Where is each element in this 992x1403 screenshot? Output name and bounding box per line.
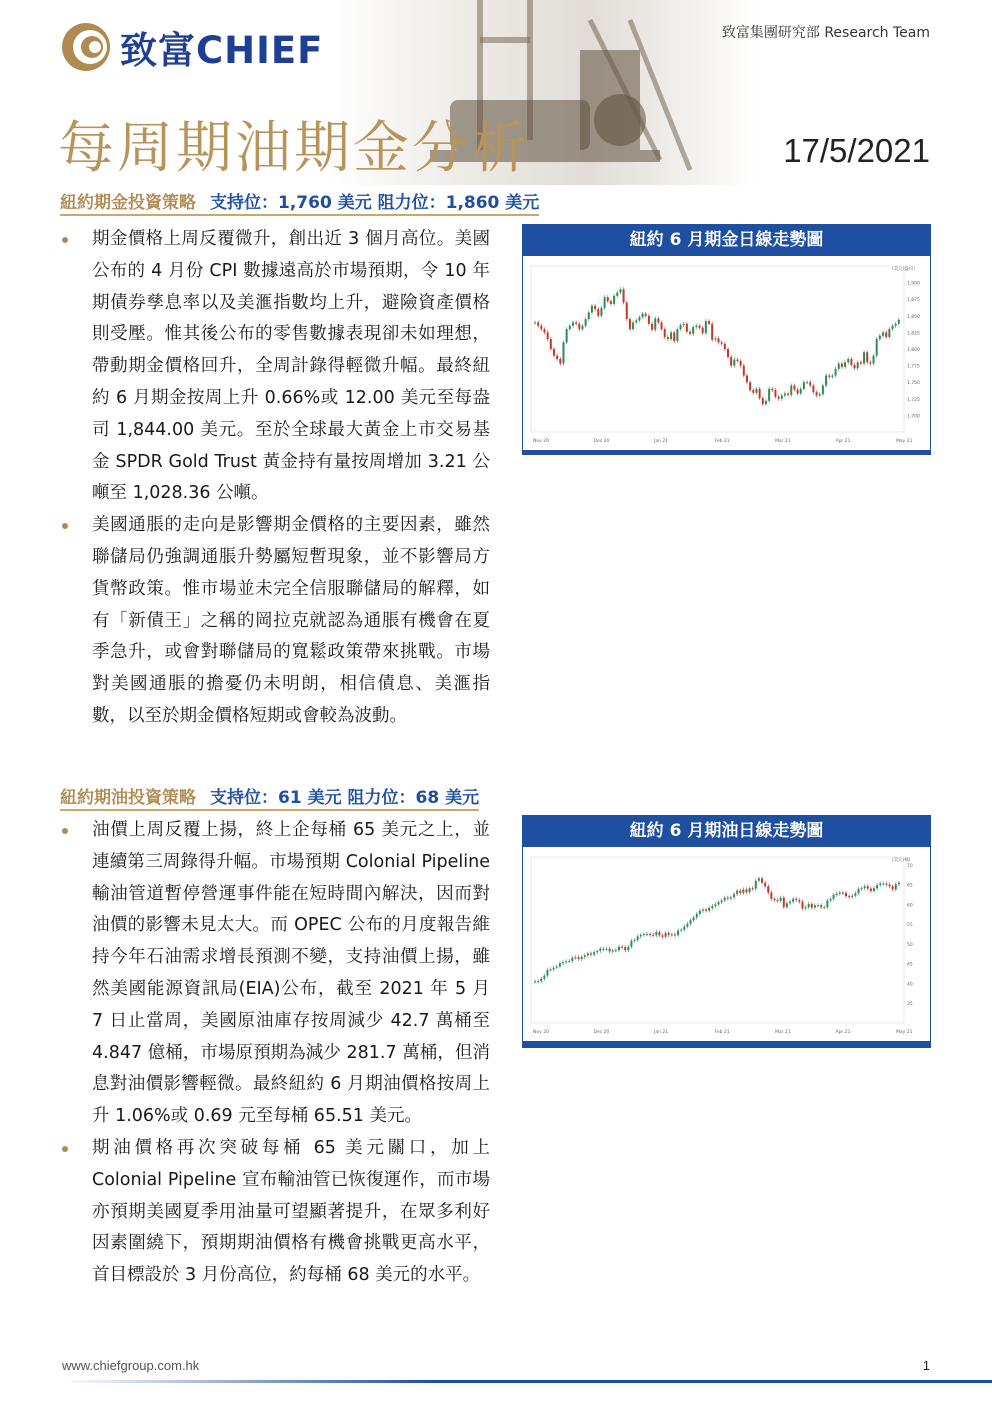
gold-candle-10 bbox=[566, 329, 568, 342]
gold-candle-8 bbox=[559, 359, 561, 364]
oil-candle-95 bbox=[829, 899, 831, 901]
gold-candle-70 bbox=[755, 389, 757, 393]
gold-candle-34 bbox=[642, 314, 644, 317]
gold-candle-57 bbox=[714, 338, 716, 339]
oil-candle-91 bbox=[817, 905, 819, 906]
oil-candle-73 bbox=[761, 878, 763, 882]
oil-candle-38 bbox=[652, 935, 654, 936]
gold-candle-37 bbox=[651, 324, 653, 330]
gold-candle-0 bbox=[534, 322, 536, 323]
gold-candle-55 bbox=[708, 321, 710, 324]
oil-candle-96 bbox=[833, 895, 835, 899]
gold-candle-46 bbox=[680, 325, 682, 329]
oil-candle-55 bbox=[705, 910, 707, 911]
oil-candle-39 bbox=[655, 932, 657, 935]
gold-candle-81 bbox=[790, 386, 792, 395]
oil-candle-56 bbox=[708, 908, 710, 911]
gold-candle-9 bbox=[562, 342, 564, 363]
oil-candle-64 bbox=[733, 894, 735, 897]
oil-candle-74 bbox=[764, 883, 766, 887]
gold-candle-79 bbox=[784, 393, 786, 395]
oil-candle-54 bbox=[702, 910, 704, 911]
gold-levels: 支持位：1,760 美元 阻力位：1,860 美元 bbox=[210, 193, 540, 213]
oil-candle-85 bbox=[798, 900, 800, 902]
oil-candle-53 bbox=[699, 911, 701, 914]
oil-y-tick-1: 40 bbox=[907, 982, 913, 988]
brand-name: 致富CHIEF bbox=[120, 29, 324, 72]
gold-candle-40 bbox=[661, 322, 663, 329]
gold-candle-68 bbox=[749, 382, 751, 390]
oil-y-tick-6: 65 bbox=[907, 883, 913, 889]
oil-candle-37 bbox=[649, 934, 651, 935]
gold-x-tick-5: Apr 21 bbox=[835, 439, 851, 444]
gold-candle-36 bbox=[648, 316, 650, 324]
oil-candle-116 bbox=[895, 884, 897, 889]
gold-candle-62 bbox=[730, 357, 732, 366]
gold-candle-27 bbox=[619, 289, 621, 292]
oil-candle-93 bbox=[823, 907, 825, 908]
oil-x-tick-3: Feb 21 bbox=[714, 1030, 730, 1035]
oil-candle-5 bbox=[550, 969, 552, 970]
gold-y-tick-8: 1,900 bbox=[907, 281, 920, 287]
oil-y-tick-3: 50 bbox=[907, 942, 913, 948]
oil-candle-84 bbox=[795, 899, 797, 900]
oil-x-tick-5: Apr 21 bbox=[835, 1030, 851, 1035]
gold-candle-7 bbox=[556, 356, 558, 359]
gold-candle-104 bbox=[863, 352, 865, 363]
oil-candle-87 bbox=[805, 907, 807, 908]
oil-candle-6 bbox=[553, 968, 555, 970]
oil-plot-frame bbox=[531, 857, 904, 1023]
oil-candle-78 bbox=[777, 900, 779, 901]
gold-candle-50 bbox=[692, 327, 694, 334]
gold-candle-106 bbox=[869, 362, 871, 363]
oil-candle-20 bbox=[596, 951, 598, 952]
oil-candle-77 bbox=[773, 899, 775, 900]
brand-logo[interactable] bbox=[60, 20, 323, 74]
gold-candle-21 bbox=[600, 308, 602, 316]
gold-candle-18 bbox=[591, 306, 593, 313]
oil-chart-title: 紐約 6 月期油日線走勢圖 bbox=[629, 821, 824, 841]
gold-candle-66 bbox=[743, 366, 745, 376]
gold-section-heading bbox=[60, 188, 539, 216]
gold-candle-115 bbox=[898, 320, 900, 324]
oil-section-heading bbox=[60, 783, 479, 811]
oil-candlestick-chart bbox=[523, 847, 930, 1041]
gold-candle-32 bbox=[635, 320, 637, 322]
oil-candle-48 bbox=[683, 927, 685, 930]
gold-candle-92 bbox=[825, 376, 827, 386]
oil-candle-111 bbox=[879, 883, 881, 885]
gold-candle-17 bbox=[588, 312, 590, 319]
oil-y-tick-7: 70 bbox=[907, 863, 913, 869]
gold-candle-67 bbox=[746, 376, 748, 383]
oil-candle-18 bbox=[590, 953, 592, 954]
gold-candle-19 bbox=[594, 306, 596, 309]
gold-candle-58 bbox=[718, 338, 720, 342]
gold-candle-60 bbox=[724, 344, 726, 349]
gold-y-label: (美元/盎司) bbox=[892, 267, 916, 272]
gold-candle-88 bbox=[812, 386, 814, 393]
gold-candle-94 bbox=[831, 376, 833, 377]
gold-candle-31 bbox=[632, 322, 634, 329]
oil-candle-71 bbox=[755, 881, 757, 889]
gold-candle-75 bbox=[771, 389, 773, 390]
gold-candle-61 bbox=[727, 349, 729, 357]
gold-x-tick-2: Jan 21 bbox=[654, 439, 669, 444]
footer-rule bbox=[60, 1380, 992, 1383]
oil-candle-41 bbox=[662, 935, 664, 937]
oil-candle-94 bbox=[826, 900, 828, 907]
oil-candle-46 bbox=[677, 931, 679, 936]
gold-candle-52 bbox=[699, 326, 701, 328]
gold-candle-25 bbox=[613, 296, 615, 304]
oil-candle-2 bbox=[540, 979, 542, 981]
oil-candle-23 bbox=[606, 949, 608, 950]
gold-candle-16 bbox=[585, 319, 587, 326]
gold-candle-72 bbox=[762, 398, 764, 404]
gold-candle-53 bbox=[702, 328, 704, 333]
oil-candle-58 bbox=[714, 904, 716, 906]
oil-candle-12 bbox=[571, 958, 573, 961]
gold-candle-113 bbox=[892, 326, 894, 329]
gold-candle-102 bbox=[857, 362, 859, 368]
gold-y-tick-0: 1,700 bbox=[907, 414, 920, 420]
oil-candle-82 bbox=[789, 902, 791, 904]
gold-candle-35 bbox=[645, 314, 647, 316]
gold-candle-39 bbox=[657, 318, 659, 322]
gold-candle-5 bbox=[550, 339, 552, 349]
oil-candle-22 bbox=[602, 949, 604, 950]
gold-candle-93 bbox=[828, 376, 830, 377]
oil-candle-3 bbox=[543, 976, 545, 979]
gold-candle-2 bbox=[540, 326, 542, 329]
gold-y-tick-4: 1,800 bbox=[907, 348, 920, 353]
gold-candle-28 bbox=[623, 289, 625, 302]
oil-candle-115 bbox=[892, 886, 894, 889]
gold-y-tick-1: 1,725 bbox=[907, 397, 920, 403]
gold-candle-56 bbox=[711, 324, 713, 340]
gold-candle-41 bbox=[664, 329, 666, 337]
oil-candle-92 bbox=[820, 905, 822, 907]
gold-candle-63 bbox=[733, 360, 735, 366]
oil-x-tick-4: Mar 21 bbox=[775, 1030, 791, 1035]
oil-candle-4 bbox=[546, 970, 548, 976]
oil-x-tick-1: Dec 20 bbox=[593, 1030, 610, 1035]
oil-candle-33 bbox=[637, 936, 639, 940]
gold-candle-3 bbox=[543, 329, 545, 332]
oil-x-tick-0: Nov 20 bbox=[533, 1030, 549, 1035]
oil-candle-34 bbox=[640, 935, 642, 937]
gold-candle-100 bbox=[850, 359, 852, 365]
oil-candle-72 bbox=[758, 878, 760, 880]
gold-x-tick-3: Feb 21 bbox=[714, 439, 730, 444]
oil-candle-50 bbox=[690, 920, 692, 924]
gold-candle-86 bbox=[806, 382, 808, 383]
gold-candle-91 bbox=[822, 386, 824, 395]
oil-candle-29 bbox=[624, 947, 626, 950]
oil-candle-36 bbox=[646, 934, 648, 935]
gold-candle-107 bbox=[873, 356, 875, 364]
oil-candle-17 bbox=[587, 953, 589, 955]
gold-x-tick-1: Dec 20 bbox=[593, 439, 610, 444]
oil-candle-35 bbox=[643, 934, 645, 935]
gold-candle-64 bbox=[736, 360, 738, 361]
gold-candle-96 bbox=[838, 364, 840, 369]
gold-candle-51 bbox=[695, 326, 697, 327]
oil-y-tick-2: 45 bbox=[907, 962, 913, 968]
oil-candle-63 bbox=[730, 897, 732, 898]
oil-candle-80 bbox=[783, 898, 785, 907]
oil-candle-108 bbox=[870, 889, 872, 891]
gold-candle-22 bbox=[604, 297, 606, 308]
gold-y-tick-2: 1,750 bbox=[907, 381, 920, 387]
oil-candle-26 bbox=[615, 950, 617, 951]
gold-candle-73 bbox=[765, 401, 767, 404]
report-date: 17/5/2021 bbox=[783, 132, 930, 169]
oil-candle-25 bbox=[612, 950, 614, 951]
gold-candle-42 bbox=[667, 337, 669, 339]
gold-candle-14 bbox=[578, 324, 580, 329]
oil-y-tick-4: 55 bbox=[907, 923, 913, 929]
gold-candle-77 bbox=[778, 397, 780, 399]
oil-candle-99 bbox=[842, 893, 844, 894]
gold-paragraph-2: 美國通脹的走向是影響期金價格的主要因素，雖然聯儲局仍強調通脹升勢屬短暫現象，並不影響局方貨幣政策。惟市場並未完全信服聯儲局的解釋，如有「新債王」之稱的岡拉克就認為通脹有機會在夏季急升，或會對聯儲局的寬鬆政策帶來挑戰。市場對美國通脹的擔憂仍未明朗，相信債息、美滙指數，以至於期金價格短期或會較為波動。 bbox=[60, 510, 490, 733]
oil-candle-43 bbox=[668, 933, 670, 935]
gold-candle-12 bbox=[572, 322, 574, 325]
oil-candle-100 bbox=[845, 893, 847, 896]
oil-candle-24 bbox=[609, 949, 611, 952]
gold-x-tick-0: Nov 20 bbox=[533, 439, 549, 444]
oil-candle-44 bbox=[671, 934, 673, 935]
oil-candle-0 bbox=[534, 982, 536, 983]
gold-candle-89 bbox=[816, 392, 818, 395]
gold-y-tick-5: 1,825 bbox=[907, 331, 920, 337]
gold-chart-panel bbox=[522, 224, 931, 455]
oil-candle-88 bbox=[808, 904, 810, 907]
oil-candle-113 bbox=[885, 883, 887, 884]
oil-x-tick-2: Jan 21 bbox=[654, 1030, 669, 1035]
gold-candle-114 bbox=[895, 324, 897, 326]
gold-candle-54 bbox=[705, 321, 707, 333]
oil-candle-107 bbox=[867, 886, 869, 888]
gold-candle-20 bbox=[597, 309, 599, 316]
gold-x-tick-6: May 21 bbox=[896, 439, 913, 444]
gold-plot-frame bbox=[531, 266, 904, 432]
gold-candle-33 bbox=[638, 317, 640, 320]
oil-candle-28 bbox=[621, 947, 623, 948]
oil-candle-42 bbox=[665, 933, 667, 937]
gold-candle-43 bbox=[670, 332, 672, 339]
oil-candle-61 bbox=[724, 898, 726, 901]
oil-candle-19 bbox=[593, 952, 595, 954]
oil-candle-106 bbox=[864, 886, 866, 888]
oil-candle-11 bbox=[568, 961, 570, 962]
gold-candle-26 bbox=[616, 293, 618, 296]
report-title: 每周期油期金分析 bbox=[58, 116, 530, 181]
oil-candle-70 bbox=[752, 888, 754, 889]
gold-y-tick-3: 1,775 bbox=[907, 364, 920, 370]
oil-levels: 支持位：61 美元 阻力位：68 美元 bbox=[210, 788, 480, 808]
oil-candle-102 bbox=[851, 896, 853, 897]
gold-candle-45 bbox=[676, 329, 678, 341]
gold-candle-108 bbox=[876, 339, 878, 356]
oil-candle-7 bbox=[556, 966, 558, 967]
gold-candle-15 bbox=[581, 326, 583, 329]
gold-candlestick-chart bbox=[523, 256, 930, 450]
gold-candle-90 bbox=[819, 394, 821, 395]
oil-candle-30 bbox=[627, 947, 629, 951]
oil-y-tick-5: 60 bbox=[907, 903, 913, 909]
oil-candle-52 bbox=[696, 914, 698, 918]
oil-candle-76 bbox=[770, 893, 772, 899]
gold-y-tick-7: 1,875 bbox=[907, 298, 920, 304]
oil-candle-83 bbox=[792, 899, 794, 902]
oil-candle-67 bbox=[742, 889, 744, 893]
gold-candle-87 bbox=[809, 382, 811, 385]
oil-body bbox=[60, 815, 490, 1292]
gold-x-tick-4: Mar 21 bbox=[775, 439, 791, 444]
footer-website[interactable]: www.chiefgroup.com.hk bbox=[62, 1358, 200, 1373]
oil-candle-62 bbox=[727, 898, 729, 899]
gold-candle-111 bbox=[885, 332, 887, 337]
oil-paragraph-1: 油價上周反覆上揚，終上企每桶 65 美元之上，並連續第三周錄得升幅。市場預期 Colonial Pipeline 輸油管道暫停營運事件能在短時間內解決，因而對油價的影響未見太大。而 OPEC 公布的月度報告維持今年石油需求增長預測不變，支持油價上揚，雖然美國能源資訊局(EIA)公布，截至 2021 年 5 月 7 日止當周，美國原油庫存按周減少 42.7 萬桶至 4.847 億桶，市場原預期為減少 281.7 萬桶，但消息對油價影響輕微。最終紐約 6 月期油價格按周上升 1.06%或 0.69 元至每桶 65.51 美元。 bbox=[60, 815, 490, 1133]
gold-candle-98 bbox=[844, 362, 846, 367]
oil-candle-110 bbox=[876, 885, 878, 888]
oil-candle-105 bbox=[861, 888, 863, 889]
oil-candle-8 bbox=[559, 963, 561, 966]
oil-candle-31 bbox=[630, 941, 632, 947]
chief-logo-icon bbox=[60, 21, 112, 73]
gold-candle-99 bbox=[847, 359, 849, 362]
oil-candle-98 bbox=[839, 893, 841, 894]
oil-candle-32 bbox=[634, 940, 636, 941]
gold-chart-title: 紐約 6 月期金日線走勢圖 bbox=[629, 230, 824, 250]
gold-candle-49 bbox=[689, 332, 691, 334]
oil-candle-65 bbox=[736, 891, 738, 895]
oil-candle-21 bbox=[599, 949, 601, 951]
gold-candle-83 bbox=[797, 390, 799, 394]
gold-candle-76 bbox=[774, 390, 776, 397]
gold-candle-69 bbox=[752, 390, 754, 393]
gold-candle-82 bbox=[793, 386, 795, 390]
oil-paragraph-2: 期油價格再次突破每桶 65 美元關口，加上 Colonial Pipeline 宣布輸油管已恢復運作，而市場亦預期美國夏季用油量可望顯著提升，在眾多利好因素圍繞下，預期期油價格有機會挑戰更高水平，首目標設於 3 月份高位，約每桶 68 美元的水平。 bbox=[60, 1133, 490, 1292]
gold-candle-105 bbox=[866, 352, 868, 362]
gold-candle-47 bbox=[683, 324, 685, 325]
gold-candle-1 bbox=[537, 322, 539, 325]
gold-candle-74 bbox=[768, 389, 770, 401]
gold-candle-65 bbox=[740, 361, 742, 366]
gold-candle-48 bbox=[686, 324, 688, 332]
gold-candle-101 bbox=[854, 365, 856, 368]
gold-candle-95 bbox=[835, 369, 837, 376]
gold-candle-71 bbox=[759, 389, 761, 398]
oil-chart-panel bbox=[522, 815, 931, 1048]
gold-section-label: 紐約期金投資策略 bbox=[60, 193, 196, 213]
oil-candle-14 bbox=[578, 957, 580, 959]
oil-candle-101 bbox=[848, 896, 850, 897]
oil-candle-45 bbox=[674, 934, 676, 935]
oil-candle-9 bbox=[562, 962, 564, 963]
gold-candle-112 bbox=[888, 329, 890, 337]
gold-candle-78 bbox=[781, 395, 783, 398]
gold-candle-103 bbox=[860, 362, 862, 363]
oil-candle-51 bbox=[693, 917, 695, 920]
oil-candle-13 bbox=[574, 957, 576, 958]
gold-candle-109 bbox=[879, 336, 881, 339]
gold-candle-11 bbox=[569, 326, 571, 329]
page-number: 1 bbox=[922, 1358, 930, 1373]
oil-candle-97 bbox=[836, 894, 838, 895]
gold-candle-85 bbox=[803, 382, 805, 389]
oil-candle-114 bbox=[889, 885, 891, 887]
oil-y-label: (美元/桶) bbox=[892, 858, 911, 863]
gold-candle-110 bbox=[882, 332, 884, 335]
oil-candle-59 bbox=[718, 902, 720, 904]
oil-candle-68 bbox=[745, 889, 747, 892]
oil-candle-57 bbox=[711, 906, 713, 908]
gold-candle-80 bbox=[787, 393, 789, 394]
department-label: 致富集團研究部 Research Team bbox=[721, 25, 930, 41]
oil-candle-112 bbox=[882, 883, 884, 884]
oil-candle-117 bbox=[898, 883, 900, 885]
gold-candle-84 bbox=[800, 389, 802, 394]
oil-candle-47 bbox=[680, 930, 682, 931]
oil-candle-81 bbox=[786, 903, 788, 907]
gold-candle-4 bbox=[547, 332, 549, 339]
oil-candle-66 bbox=[739, 891, 741, 893]
gold-candle-23 bbox=[607, 297, 609, 301]
oil-candle-86 bbox=[801, 902, 803, 909]
gold-candle-6 bbox=[553, 349, 555, 356]
gold-body bbox=[60, 224, 490, 733]
oil-candle-60 bbox=[721, 900, 723, 902]
oil-candle-104 bbox=[857, 889, 859, 893]
oil-candle-103 bbox=[854, 893, 856, 895]
gold-candle-38 bbox=[654, 318, 656, 329]
oil-candle-79 bbox=[780, 898, 782, 901]
oil-candle-90 bbox=[814, 905, 816, 907]
gold-candle-97 bbox=[841, 364, 843, 367]
oil-candle-69 bbox=[749, 888, 751, 892]
oil-candle-1 bbox=[537, 981, 539, 982]
oil-candle-27 bbox=[618, 947, 620, 951]
oil-candle-40 bbox=[658, 932, 660, 935]
gold-candle-24 bbox=[610, 301, 612, 304]
oil-candle-15 bbox=[581, 957, 583, 959]
gold-y-tick-6: 1,850 bbox=[907, 314, 920, 320]
oil-candle-109 bbox=[873, 888, 875, 891]
gold-candle-29 bbox=[626, 303, 628, 320]
oil-candle-49 bbox=[686, 924, 688, 927]
oil-y-tick-0: 35 bbox=[907, 1002, 913, 1008]
oil-x-tick-6: May 21 bbox=[896, 1030, 913, 1035]
gold-candle-30 bbox=[629, 319, 631, 329]
gold-candle-13 bbox=[575, 322, 577, 323]
oil-candle-10 bbox=[565, 961, 567, 962]
gold-candle-44 bbox=[673, 332, 675, 341]
oil-candle-16 bbox=[584, 955, 586, 957]
oil-candle-89 bbox=[811, 904, 813, 908]
oil-section-label: 紐約期油投資策略 bbox=[60, 788, 196, 808]
gold-candle-59 bbox=[721, 342, 723, 343]
oil-candle-75 bbox=[767, 886, 769, 892]
gold-paragraph-1: 期金價格上周反覆微升，創出近 3 個月高位。美國公布的 4 月份 CPI 數據遠高於市場預期，令 10 年期債券孳息率以及美滙指數均上升，避險資產價格則受壓。惟其後公布的零售數據表現卻未如理想，帶動期金價格回升，全周計錄得輕微升幅。最終紐約 6 月期金按周上升 0.66%或 12.00 美元至每盎司 1,844.00 美元。至於全球最大黃金上市交易基金 SPDR Gold Trust 黃金持有量按周增加 3.21 公噸至 1,028.36 公噸。 bbox=[60, 224, 490, 510]
